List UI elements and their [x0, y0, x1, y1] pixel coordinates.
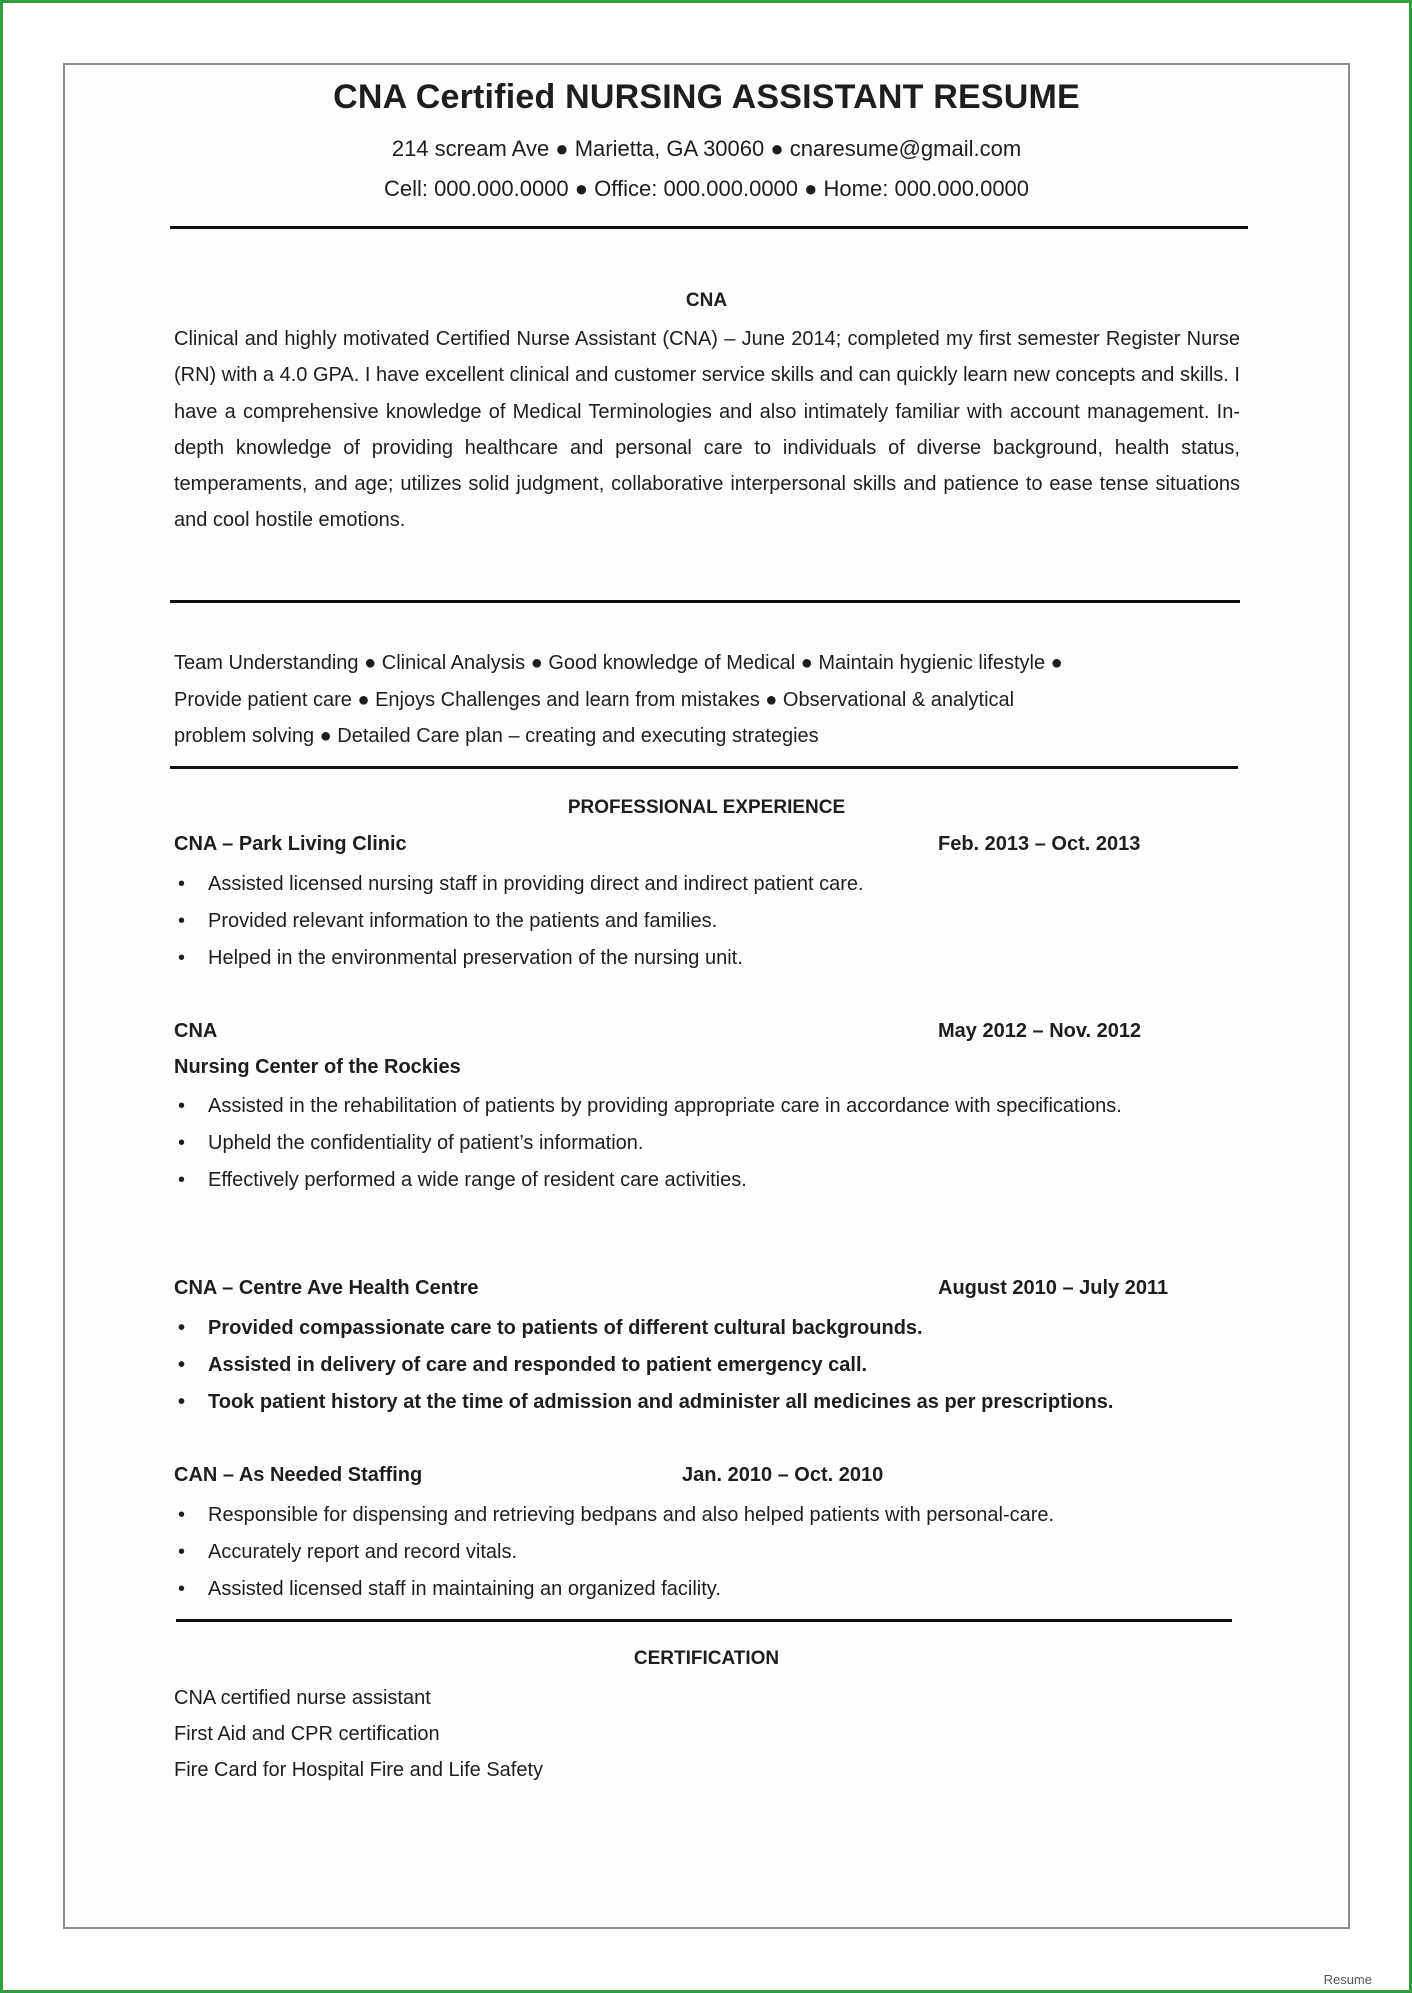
list-item: • Effectively performed a wide range of resident care activities.: [174, 1162, 1184, 1199]
certification-item: First Aid and CPR certification: [174, 1723, 440, 1745]
job-title: CNA – Park Living Clinic: [174, 833, 407, 855]
job-bullets: [174, 1088, 1184, 1199]
list-item: • Took patient history at the time of admission and administer all medicines as per prescriptions.: [174, 1384, 1254, 1421]
list-item: • Provided compassionate care to patients of different cultural backgrounds.: [174, 1310, 1254, 1347]
job-bullets: [174, 1497, 1254, 1608]
list-item: • Accurately report and record vitals.: [174, 1534, 1254, 1571]
list-item: • Assisted in delivery of care and responded to patient emergency call.: [174, 1347, 1254, 1384]
divider: [176, 1619, 1232, 1622]
job-bullets: [174, 1310, 1254, 1421]
contact-phone-line: Cell: 000.000.0000 ● Office: 000.000.0000 ● Home: 000.000.0000: [383, 176, 1030, 201]
job-title: CNA – Centre Ave Health Centre: [174, 1277, 479, 1299]
certification-item: CNA certified nurse assistant: [174, 1687, 431, 1709]
job-title: CNA: [174, 1020, 218, 1042]
certification-heading: CERTIFICATION: [633, 1648, 780, 1669]
skills-list: [174, 645, 1254, 755]
skills-line: Provide patient care ● Enjoys Challenges and learn from mistakes ● Observational & analytical: [174, 688, 1015, 711]
resume-title: CNA Certified NURSING ASSISTANT RESUME: [333, 78, 1080, 116]
list-item: • Assisted in the rehabilitation of patients by providing appropriate care in accordance with specifications.: [174, 1088, 1184, 1125]
job-date: August 2010 – July 2011: [938, 1277, 1169, 1299]
list-item: • Upheld the confidentiality of patient’s information.: [174, 1125, 1184, 1162]
list-item: • Assisted licensed staff in maintaining an organized facility.: [174, 1571, 1254, 1608]
list-item: • Assisted licensed nursing staff in providing direct and indirect patient care.: [174, 866, 1254, 903]
job-title: CAN – As Needed Staffing: [174, 1464, 423, 1486]
list-item: • Helped in the environmental preservation of the nursing unit.: [174, 940, 1254, 977]
divider: [170, 600, 1240, 603]
contact-address-line: 214 scream Ave ● Marietta, GA 30060 ● cnaresume@gmail.com: [391, 136, 1022, 161]
divider: [170, 226, 1248, 229]
skills-line: problem solving ● Detailed Care plan – creating and executing strategies: [174, 725, 819, 747]
divider: [170, 766, 1238, 769]
list-item: • Responsible for dispensing and retrieving bedpans and also helped patients with personal-care.: [174, 1497, 1254, 1534]
job-date: May 2012 – Nov. 2012: [938, 1020, 1142, 1042]
job-bullets: [174, 866, 1254, 977]
summary-text: Clinical and highly motivated Certified Nurse Assistant (CNA) – June 2014; completed my first semester Register Nurse (RN) with a 4.0 GPA. I have excellent clinical and customer service skills and can quickly learn new concepts and skills. I have a comprehensive knowledge of Medical Terminologies and also intimately familiar with account management. In-depth knowledge of providing healthcare and personal care to individuals of diverse background, health status, temperaments, and age; utilizes solid judgment, collaborative interpersonal skills and patience to ease tense situations and cool hostile emotions.: [174, 328, 1240, 532]
job-date: Jan. 2010 – Oct. 2010: [682, 1464, 884, 1486]
skills-line: Team Understanding ● Clinical Analysis ● Good knowledge of Medical ● Maintain hygienic lifestyle ●: [174, 652, 1063, 674]
list-item: • Provided relevant information to the patients and families.: [174, 903, 1254, 940]
watermark-text: Resume: [1323, 1972, 1372, 1987]
job-employer: Nursing Center of the Rockies: [174, 1056, 461, 1078]
experience-heading: PROFESSIONAL EXPERIENCE: [567, 797, 846, 818]
job-date: Feb. 2013 – Oct. 2013: [938, 833, 1141, 855]
certification-item: Fire Card for Hospital Fire and Life Safety: [174, 1759, 544, 1781]
summary-heading: CNA: [685, 290, 728, 311]
